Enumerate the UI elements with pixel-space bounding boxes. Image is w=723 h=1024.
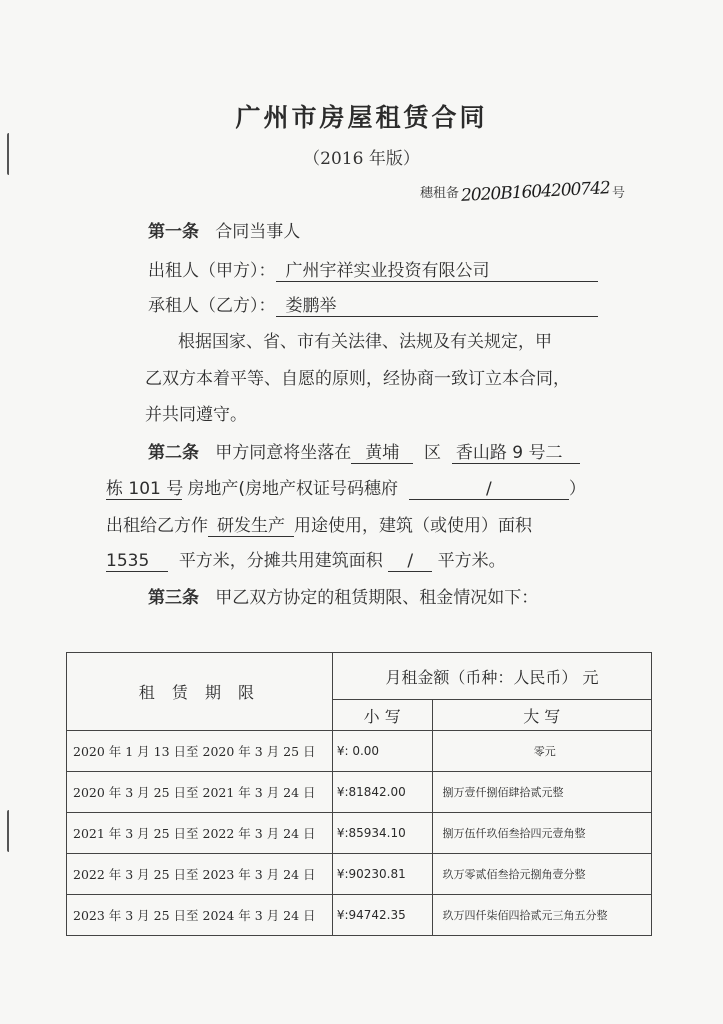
- header-small-amount: 小 写: [332, 700, 432, 731]
- district-value: 黄埔: [351, 443, 413, 464]
- article2-text3: ）: [568, 479, 586, 499]
- article2-text2: 房地产(房地产权证号码穗府: [187, 479, 399, 499]
- filing-number: [420, 178, 625, 206]
- table-row: [67, 772, 652, 813]
- big-amount-cell: 玖万零贰佰叁拾元捌角壹分整: [432, 854, 651, 895]
- cert-number-value: /: [409, 479, 569, 500]
- article2-line3: [106, 511, 532, 537]
- document-title: 广州市房屋租赁合同: [235, 103, 488, 132]
- filing-number-handwritten: 2020B1604200742: [460, 178, 611, 206]
- filing-prefix: 穗租备: [420, 186, 460, 201]
- article3-heading: 第三条: [148, 588, 199, 608]
- filing-suffix: 号: [611, 186, 625, 201]
- table-row: [67, 895, 652, 936]
- header-monthly-rent: 月租金额（币种：人民币） 元: [332, 653, 651, 700]
- table-row: [67, 813, 652, 854]
- article2-text5: 用途使用，建筑（或使用）面积: [294, 516, 532, 536]
- lessee-label: 承租人（乙方）：: [148, 296, 276, 316]
- article1-paragraph-line3: 并共同遵守。: [145, 405, 247, 425]
- article1-paragraph-line1: 根据国家、省、市有关法律、法规及有关规定，甲: [178, 332, 552, 352]
- road-value-cont: 栋 101 号: [106, 479, 184, 499]
- article1-heading-line: [148, 217, 300, 242]
- area-value: 1535: [106, 551, 168, 572]
- lessor-label: 出租人（甲方）：: [148, 261, 276, 281]
- article2-text6: 平方米，分摊共用建筑面积: [178, 551, 383, 571]
- lessor-line: [148, 256, 598, 282]
- period-cell: 2022 年 3 月 25 日至 2023 年 3 月 24 日: [67, 854, 333, 895]
- use-value: 研发生产: [208, 516, 294, 537]
- small-amount-cell: ¥:90230.81: [332, 854, 432, 895]
- article2-text1: 甲方同意将坐落在: [215, 443, 352, 463]
- article3-text: 甲乙双方协定的租赁期限、租金情况如下：: [215, 588, 539, 608]
- period-cell: 2020 年 1 月 13 日至 2020 年 3 月 25 日: [67, 731, 333, 772]
- article2-heading: 第二条: [148, 443, 199, 463]
- article2-line2: [106, 474, 586, 500]
- header-period: 租 赁 期 限: [67, 653, 333, 731]
- small-amount-cell: ¥: 0.00: [332, 731, 432, 772]
- article2-text4: 出租给乙方作: [106, 516, 208, 536]
- period-cell: 2023 年 3 月 25 日至 2024 年 3 月 24 日: [67, 895, 333, 936]
- period-cell: 2021 年 3 月 25 日至 2022 年 3 月 24 日: [67, 813, 333, 854]
- shared-area-value: /: [388, 551, 432, 572]
- binder-mark: [7, 810, 12, 852]
- big-amount-cell: 捌万伍仟玖佰叁拾四元壹角整: [432, 813, 651, 854]
- article1-heading-text: 合同当事人: [215, 222, 301, 242]
- big-amount-cell: 玖万四仟柒佰四拾贰元三角五分整: [432, 895, 651, 936]
- lessee-value: 娄鹏举: [276, 296, 598, 317]
- header-big-amount: 大 写: [432, 700, 651, 731]
- lessee-line: [148, 291, 598, 317]
- road-value: 香山路 9 号二: [452, 443, 580, 464]
- lessor-value: 广州宇祥实业投资有限公司: [276, 261, 598, 282]
- small-amount-cell: ¥:94742.35: [332, 895, 432, 936]
- small-amount-cell: ¥:81842.00: [332, 772, 432, 813]
- article1-paragraph-line2: 乙双方本着平等、自愿的原则，经协商一致订立本合同，: [145, 369, 570, 389]
- small-amount-cell: ¥:85934.10: [332, 813, 432, 854]
- big-amount-cell: 零元: [432, 731, 651, 772]
- table-row: [67, 731, 652, 772]
- article2-line1: [148, 438, 580, 464]
- article2-line4: [106, 546, 506, 572]
- article1-heading: 第一条: [148, 222, 199, 242]
- table-row: [67, 854, 652, 895]
- article3-line: [148, 583, 538, 608]
- article2-text7: 平方米。: [437, 551, 506, 571]
- document-edition: （2016 年版）: [303, 149, 420, 169]
- big-amount-cell: 捌万壹仟捌佰肆拾贰元整: [432, 772, 651, 813]
- period-cell: 2020 年 3 月 25 日至 2021 年 3 月 24 日: [67, 772, 333, 813]
- district-label: 区: [424, 443, 442, 463]
- rent-table: [66, 652, 652, 936]
